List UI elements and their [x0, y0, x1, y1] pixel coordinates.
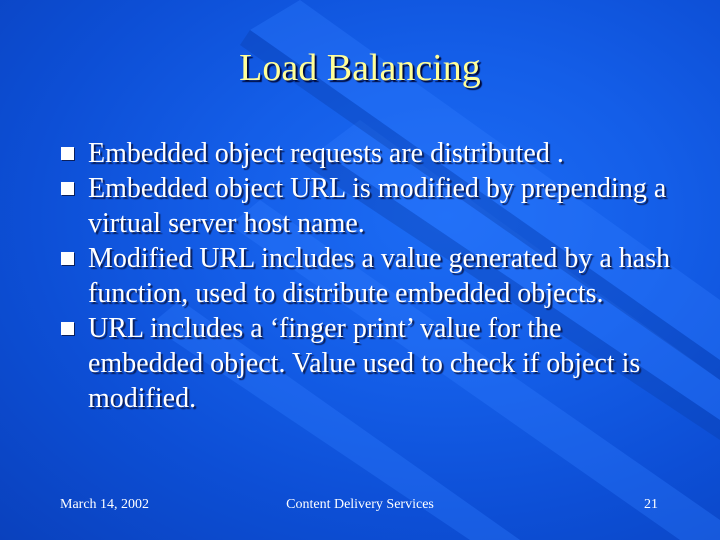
bullet-text: Embedded object requests are distributed . [88, 138, 564, 169]
square-bullet-icon [61, 322, 74, 335]
bullet-item [60, 311, 680, 416]
bullet-item [60, 241, 680, 311]
footer-title: Content Delivery Services [286, 497, 434, 512]
bullet-text: Embedded object URL is modified by prepending a virtual server host name. [88, 173, 667, 239]
square-bullet-icon [61, 182, 74, 195]
bullet-text: URL includes a ‘finger print’ value for the embedded object. Value used to check if object is modified. [88, 313, 641, 414]
bullet-item [60, 171, 680, 241]
square-bullet-icon [61, 147, 74, 160]
footer-date: March 14, 2002 [60, 497, 150, 512]
bullet-text: Modified URL includes a value generated by a hash function, used to distribute embedded objects. [88, 243, 671, 309]
square-bullet-icon [61, 252, 74, 265]
bullet-item [60, 136, 680, 171]
slide-title: Load Balancing [239, 47, 481, 89]
bullet-list [60, 136, 680, 416]
page-number: 21 [644, 497, 658, 512]
